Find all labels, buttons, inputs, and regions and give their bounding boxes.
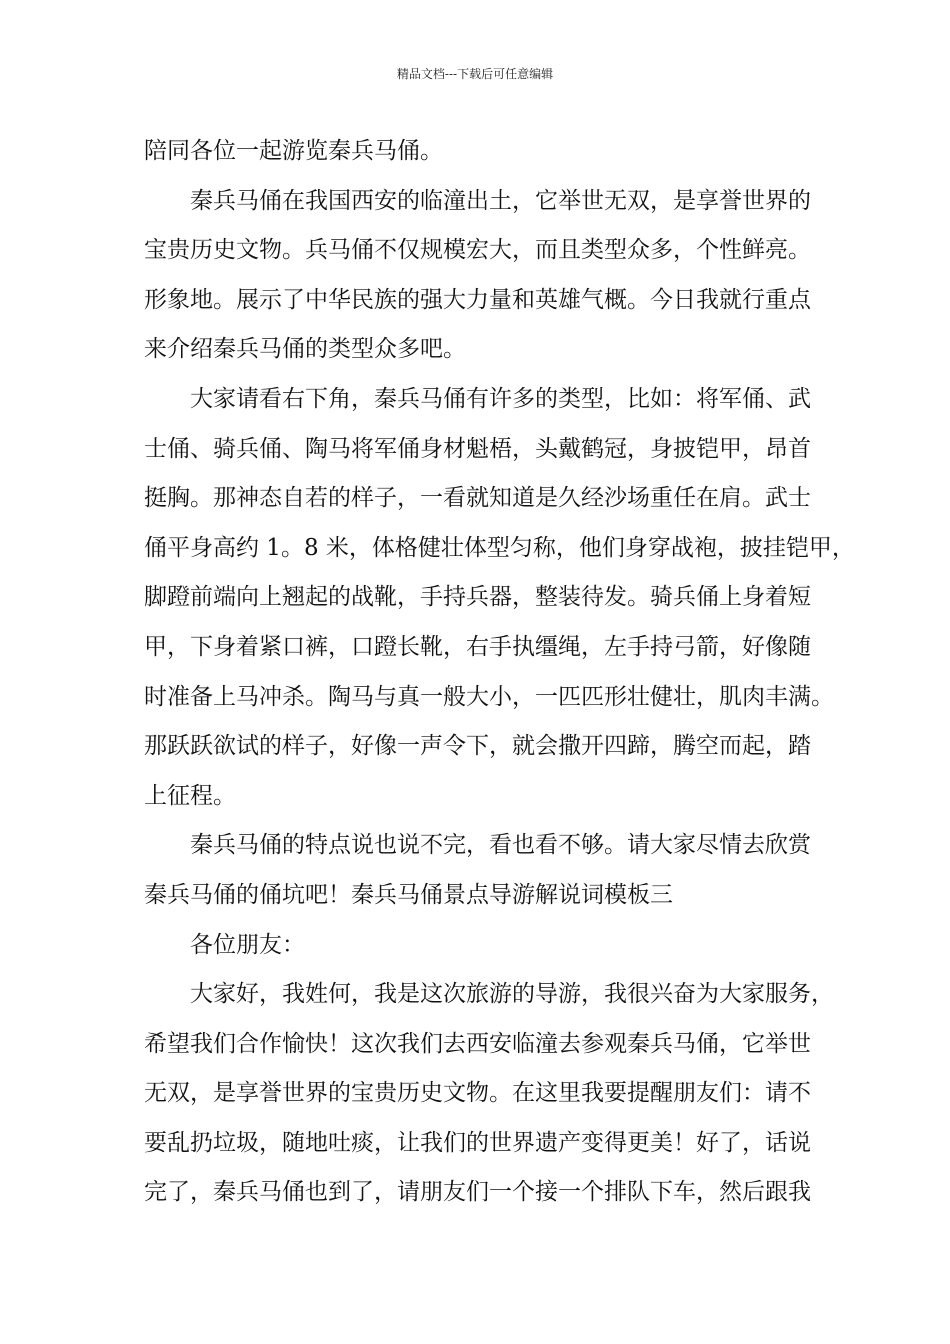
text-line: 挺胸。那神态自若的样子，一看就知道是久经沙场重任在肩。武士 (144, 485, 811, 512)
text-line: 甲，下身着紧口裤，口蹬长靴，右手执缰绳，左手持弓箭，好像随 (144, 633, 811, 660)
text-line: 完了，秦兵马俑也到了，请朋友们一个接一个排队下车，然后跟我 (144, 1179, 811, 1206)
text-line: 秦兵马俑的特点说也说不完，看也看不够。请大家尽情去欣赏 (190, 832, 811, 859)
page-header: 精品文档---下载后可任意编辑 (396, 67, 554, 81)
text-line: 形象地。展示了中华民族的强大力量和英雄气概。今日我就行重点 (144, 286, 811, 313)
text-line: 上征程。 (144, 782, 236, 809)
text-line: 那跃跃欲试的样子，好像一声令下，就会撒开四蹄，腾空而起，踏 (144, 733, 811, 760)
text-line: 秦兵马俑在我国西安的临潼出土，它举世无双，是享誉世界的 (190, 187, 811, 214)
text-line: 大家请看右下角，秦兵马俑有许多的类型，比如：将军俑、武 (190, 385, 811, 412)
text-line: 各位朋友： (190, 931, 305, 958)
text-line: 要乱扔垃圾，随地吐痰，让我们的世界遗产变得更美！好了，话说 (144, 1129, 811, 1156)
text-line: 俑平身高约 1。8 米，体格健壮体型匀称，他们身穿战袍，披挂铠甲， (144, 534, 855, 561)
text-line: 宝贵历史文物。兵马俑不仅规模宏大，而且类型众多，个性鲜亮。 (144, 237, 811, 264)
text-line: 陪同各位一起游览秦兵马俑。 (144, 138, 443, 164)
text-line: 脚蹬前端向上翘起的战靴，手持兵器，整装待发。骑兵俑上身着短 (144, 584, 811, 611)
text-line: 大家好，我姓何，我是这次旅游的导游，我很兴奋为大家服务， (190, 981, 834, 1008)
text-line: 希望我们合作愉快！这次我们去西安临潼去参观秦兵马俑，它举世 (144, 1030, 811, 1057)
text-line: 无双，是享誉世界的宝贵历史文物。在这里我要提醒朋友们：请不 (144, 1080, 811, 1107)
text-line: 来介绍秦兵马俑的类型众多吧。 (144, 336, 466, 363)
text-line: 秦兵马俑的俑坑吧！秦兵马俑景点导游解说词模板三 (144, 881, 673, 908)
text-line: 士俑、骑兵俑、陶马将军俑身材魁梧，头戴鹤冠，身披铠甲，昂首 (144, 435, 811, 462)
document-body (144, 131, 855, 1222)
text-line: 时准备上马冲杀。陶马与真一般大小，一匹匹形壮健壮，肌肉丰满。 (144, 683, 834, 710)
